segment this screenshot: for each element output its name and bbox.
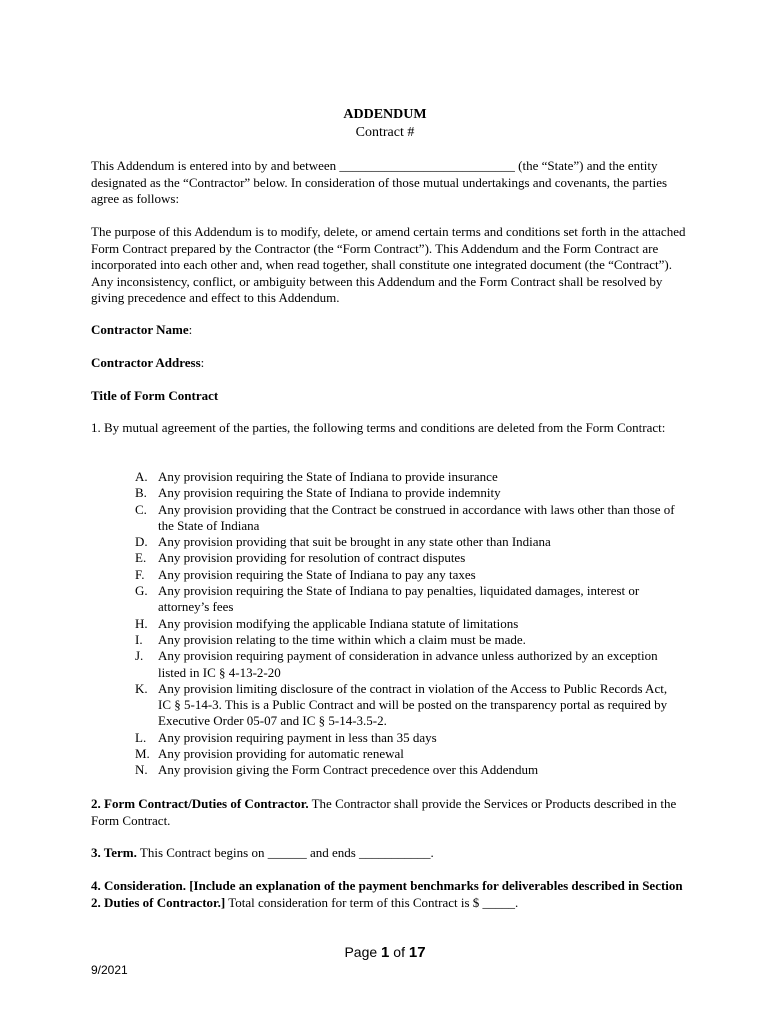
list-item	[135, 632, 675, 648]
list-item-text: Any provision providing for automatic renewal	[158, 746, 404, 762]
list-item	[135, 648, 675, 681]
list-item-text: Any provision requiring the State of Indiana to pay penalties, liquidated damages, interest or attorney’s fees	[158, 583, 640, 615]
colon: :	[200, 355, 205, 370]
total-page-count: 17	[408, 944, 426, 961]
list-item-text: Any provision providing for resolution of contract disputes	[158, 550, 466, 566]
list-letter: H.	[135, 615, 148, 631]
list-letter: J.	[135, 648, 144, 664]
page-word: Page	[344, 944, 378, 960]
section-4-heading: 4. Consideration. [Include an explanation of the payment benchmarks for deliverables described in Section 2. Duties of Contractor.]	[91, 878, 683, 910]
contractor-name-label: Contractor Name	[91, 322, 189, 337]
list-item	[135, 746, 675, 762]
list-item	[135, 485, 675, 501]
section-4-paragraph	[91, 878, 691, 911]
list-letter: N.	[135, 762, 148, 778]
of-word: of	[393, 944, 405, 960]
list-item-text: Any provision requiring the State of Indiana to provide indemnity	[158, 485, 501, 501]
list-letter: G.	[135, 583, 148, 599]
form-contract-title-label: Title of Form Contract	[91, 388, 219, 403]
list-item	[135, 681, 675, 730]
list-letter: M.	[135, 746, 150, 762]
colon: :	[188, 322, 193, 337]
list-item-text: Any provision providing that suit be brought in any state other than Indiana	[158, 534, 551, 550]
list-letter: L.	[135, 729, 147, 745]
list-item	[135, 550, 675, 566]
contract-number-label: Contract #	[355, 125, 415, 140]
section-2-text: The Contractor shall provide the Services or Products described in the Form Contract.	[91, 796, 677, 828]
section-2-heading: 2. Form Contract/Duties of Contractor.	[91, 796, 309, 811]
list-item-text: Any provision modifying the applicable Indiana statute of limitations	[158, 615, 519, 631]
list-item	[135, 502, 675, 535]
contractor-address-field	[91, 355, 691, 372]
list-item	[135, 534, 675, 550]
list-item-text: Any provision providing that the Contract be construed in accordance with laws other than those of the State of Indiana	[158, 501, 675, 533]
list-letter: C.	[135, 501, 147, 517]
list-letter: I.	[135, 631, 143, 647]
list-item	[135, 762, 675, 778]
list-letter: D.	[135, 534, 148, 550]
list-item-text: Any provision requiring the State of Indiana to provide insurance	[158, 469, 498, 484]
list-item-text: Any provision limiting disclosure of the contract in violation of the Access to Public Records Act, IC § 5-14-3. This is a Public Contract and will be posted on the transparency portal as required by Executive Order 05-07 and IC § 5-14-3.5-2.	[158, 680, 668, 729]
deleted-terms-list	[135, 469, 675, 779]
list-item	[135, 616, 675, 632]
list-item-text: Any provision requiring payment of consideration in advance unless authorized by an exception listed in IC § 4-13-2-20	[158, 648, 658, 680]
list-item-text: Any provision giving the Form Contract precedence over this Addendum	[158, 762, 539, 778]
page-number-footer	[0, 944, 770, 961]
contractor-name-field	[91, 322, 691, 339]
section-3-heading: 3. Term.	[91, 845, 137, 860]
list-item-text: Any provision relating to the time within which a claim must be made.	[158, 631, 526, 647]
list-letter: B.	[135, 485, 147, 501]
list-letter: A.	[135, 469, 148, 484]
intro-paragraph: This Addendum is entered into by and between ___________________________ (the “State”) and the entity designated as the “Contractor” below. In consideration of those mutual undertakings and covenants, the parties agree as follows:	[91, 158, 668, 206]
revision-date: 9/2021	[91, 963, 128, 977]
purpose-paragraph: The purpose of this Addendum is to modify, delete, or amend certain terms and conditions set forth in the attached Form Contract prepared by the Contractor (the “Form Contract”). This Addendum and the Form Contract are incorporated into each other and, when read together, shall constitute one integrated document (the “Contract”). Any inconsistency, conflict, or ambiguity between this Addendum and the Form Contract shall be resolved by giving precedence and effect to this Addendum.	[91, 224, 686, 305]
list-item	[135, 567, 675, 583]
document-title: ADDENDUM	[343, 107, 427, 122]
section-4-text: Total consideration for term of this Contract is $ _____.	[225, 894, 519, 910]
list-letter: K.	[135, 680, 148, 696]
contractor-address-label: Contractor Address	[91, 355, 201, 370]
list-item	[135, 469, 675, 485]
list-item	[135, 730, 675, 746]
list-item-text: Any provision requiring the State of Indiana to pay any taxes	[158, 566, 476, 582]
section-3-paragraph	[91, 845, 691, 862]
section-3-text: This Contract begins on ______ and ends ___________.	[136, 845, 434, 860]
list-letter: F.	[135, 566, 145, 582]
list-item	[135, 583, 675, 616]
list-letter: E.	[135, 550, 147, 566]
section-1-intro: 1. By mutual agreement of the parties, the following terms and conditions are deleted from the Form Contract:	[91, 420, 666, 435]
list-item-text: Any provision requiring payment in less than 35 days	[158, 729, 437, 745]
current-page-number: 1	[381, 944, 390, 961]
section-2-paragraph	[91, 796, 691, 829]
